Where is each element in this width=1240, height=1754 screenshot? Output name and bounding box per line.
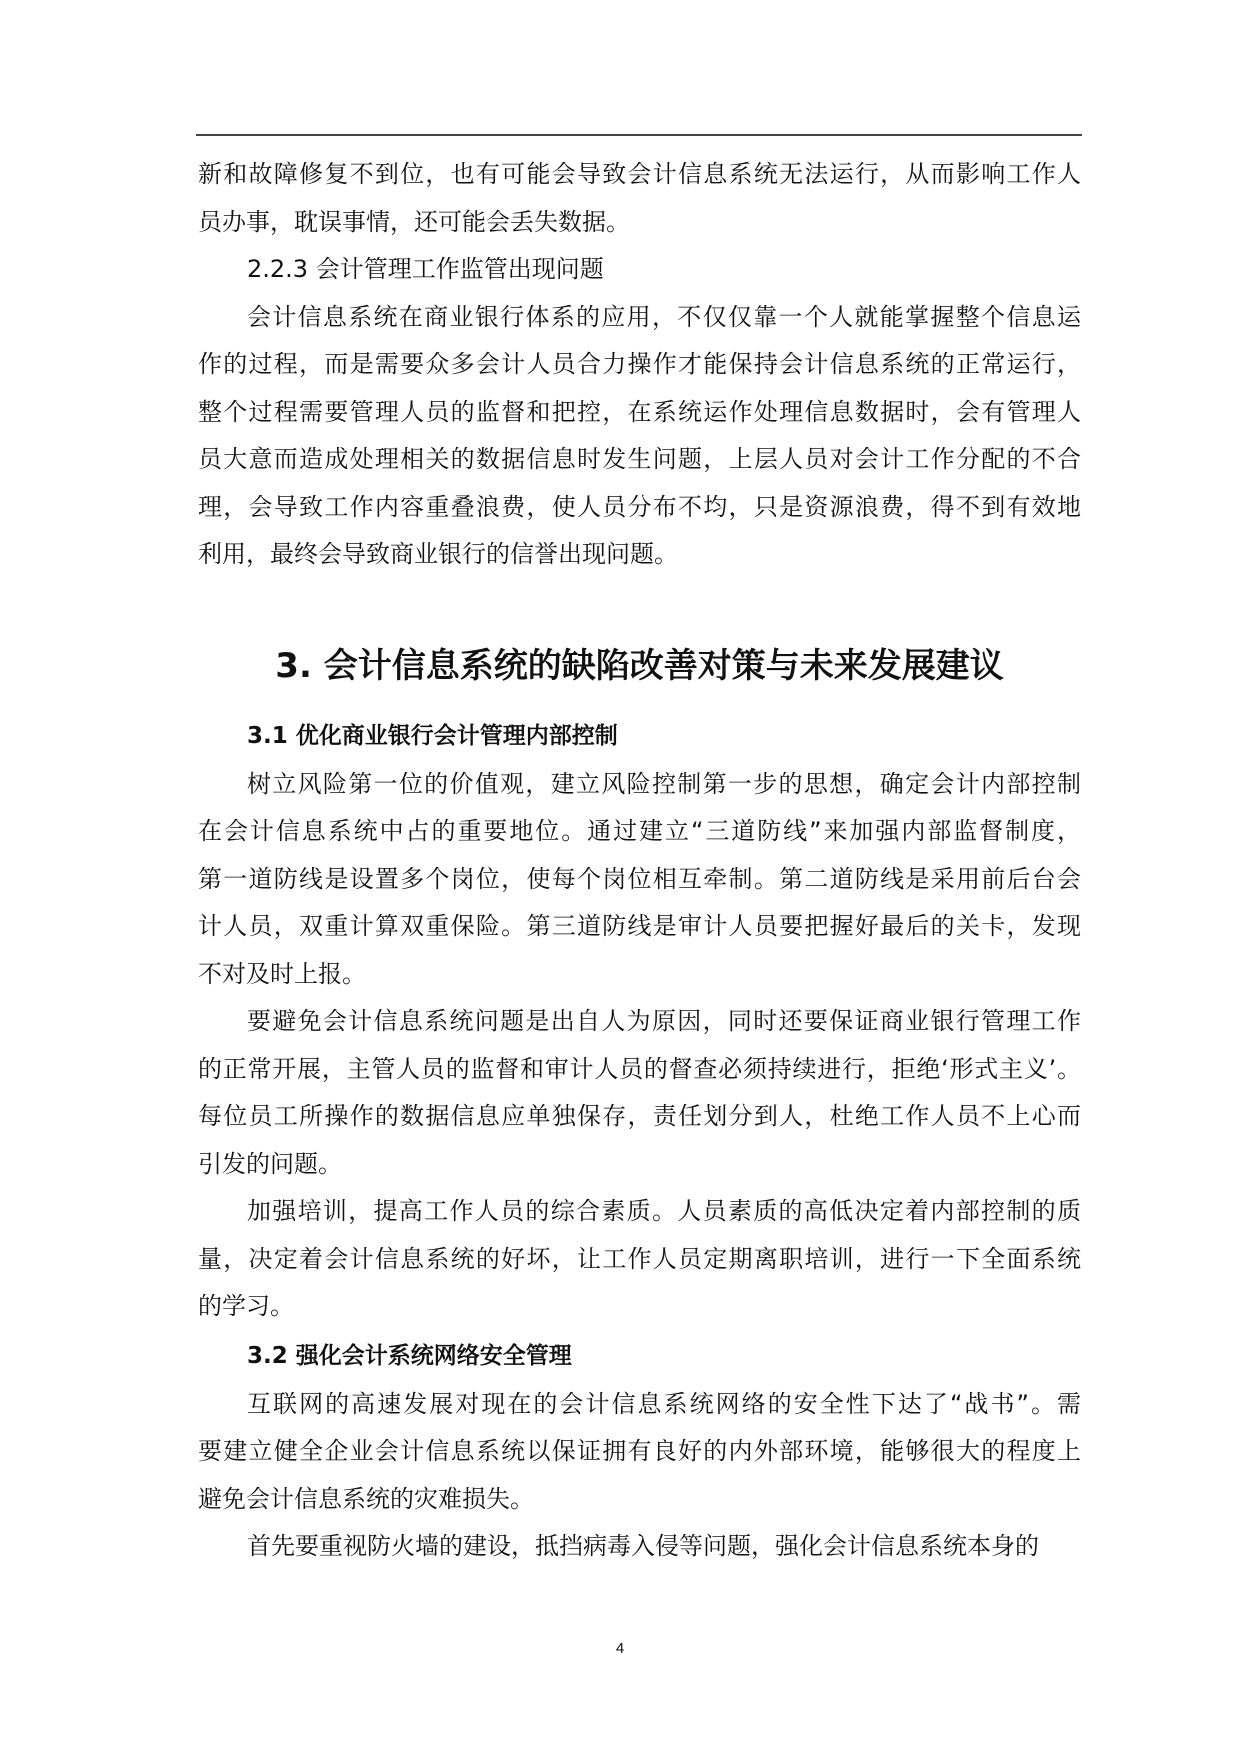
text-line: 会计信息系统在商业银行体系的应用，不仅仅靠一个人就能掌握整个信息运	[247, 302, 1081, 331]
header-rule	[196, 134, 1082, 136]
text-line: 引发的问题。	[198, 1149, 342, 1178]
text-line: 加强培训，提高工作人员的综合素质。人员素质的高低决定着内部控制的质	[247, 1197, 1081, 1225]
text-line: 树立风险第一位的价值观，建立风险控制第一步的思想，确定会计内部控制	[247, 769, 1081, 798]
text-line: 要避免会计信息系统问题是出自人为原因，同时还要保证商业银行管理工作	[247, 1007, 1081, 1035]
text-line: 避免会计信息系统的灾难损失。	[198, 1484, 534, 1513]
text-line: 的学习。	[198, 1292, 294, 1320]
chapter-heading: 3. 会计信息系统的缺陷改善对策与未来发展建议	[275, 645, 1004, 686]
text-line: 的正常开展，主管人员的监督和审计人员的督查必须持续进行，拒绝‘形式主义’。	[198, 1054, 1081, 1083]
text-line: 利用，最终会导致商业银行的信誉出现问题。	[198, 540, 678, 568]
text-line: 不对及时上报。	[198, 959, 366, 988]
text-line: 量，决定着会计信息系统的好坏，让工作人员定期离职培训，进行一下全面系统	[198, 1244, 1081, 1273]
text-line: 要建立健全企业会计信息系统以保证拥有良好的内外部环境，能够很大的程度上	[198, 1437, 1081, 1465]
text-line: 整个过程需要管理人员的监督和把控，在系统运作处理信息数据时，会有管理人	[198, 397, 1081, 426]
document-body	[198, 151, 1081, 1571]
paragraph	[198, 761, 1081, 999]
text-line: 在会计信息系统中占的重要地位。通过建立“三道防线”来加强内部监督制度，	[198, 817, 1081, 845]
paragraph	[198, 1188, 1081, 1331]
page-number: 4	[615, 1640, 625, 1657]
section-heading: 3.2 强化会计系统网络安全管理	[247, 1342, 572, 1369]
paragraph	[198, 151, 1081, 246]
text-line: 员大意而造成处理相关的数据信息时发生问题，上层人员对会计工作分配的不合	[198, 445, 1081, 473]
text-line: 互联网的高速发展对现在的会计信息系统网络的安全性下达了“战书”。需	[247, 1389, 1081, 1418]
text-line: 作的过程，而是需要众多会计人员合力操作才能保持会计信息系统的正常运行，	[198, 350, 1081, 378]
paragraph	[198, 1381, 1081, 1524]
text-line: 计人员，双重计算双重保险。第三道防线是审计人员要把握好最后的关卡，发现	[198, 912, 1081, 940]
text-line: 第一道防线是设置多个岗位，使每个岗位相互牵制。第二道防线是采用前后台会	[198, 864, 1081, 893]
text-line: 员办事，耽误事情，还可能会丢失数据。	[198, 207, 630, 236]
section-heading: 3.1 优化商业银行会计管理内部控制	[247, 722, 618, 749]
paragraph	[198, 294, 1081, 579]
text-line: 首先要重视防火墙的建设，抵挡病毒入侵等问题，强化会计信息系统本身的	[247, 1532, 1039, 1560]
paragraph	[198, 998, 1081, 1188]
paragraph	[198, 1523, 1081, 1571]
text-line: 每位员工所操作的数据信息应单独保存，责任划分到人，杜绝工作人员不上心而	[198, 1102, 1081, 1130]
text-line: 新和故障修复不到位，也有可能会导致会计信息系统无法运行，从而影响工作人	[198, 160, 1081, 188]
subsection-heading: 2.2.3 会计管理工作监管出现问题	[247, 255, 604, 283]
text-line: 理，会导致工作内容重叠浪费，使人员分布不均，只是资源浪费，得不到有效地	[198, 492, 1081, 521]
